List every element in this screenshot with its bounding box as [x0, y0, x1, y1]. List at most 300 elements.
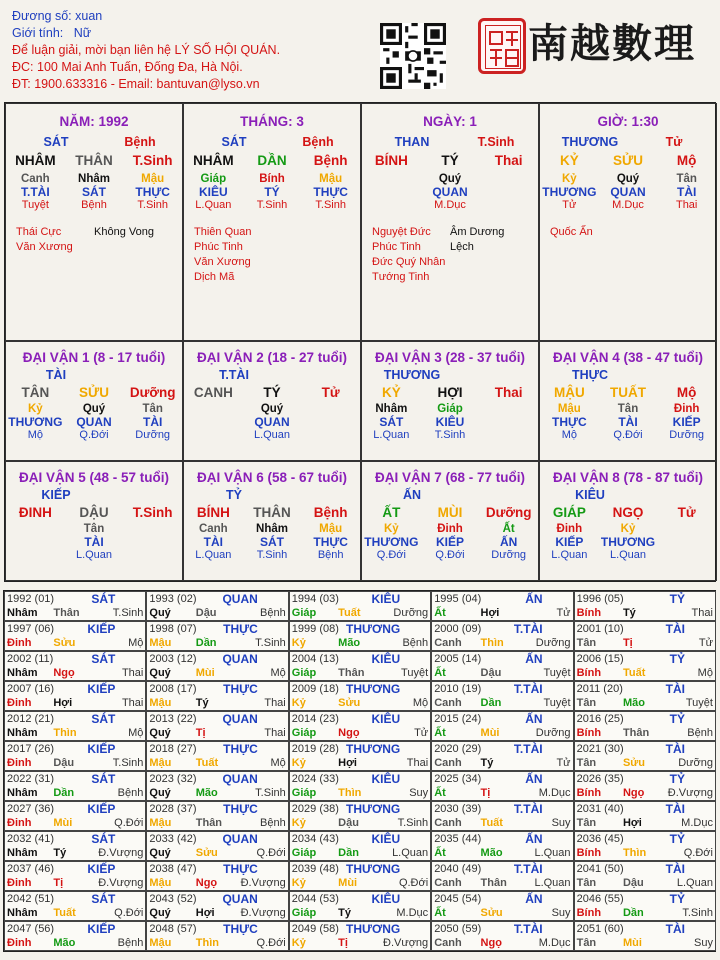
pillar-text: QUAN — [610, 185, 646, 199]
pillar-text: T.Sinh — [256, 199, 288, 211]
pillar-text: Bệnh — [81, 199, 107, 211]
year-ten-god: THỰC — [223, 802, 258, 816]
year-label: 2040 (49) — [434, 863, 482, 875]
year-branch: Mão — [480, 847, 503, 859]
pillar-text: Canh — [20, 173, 50, 185]
year-stage: L.Quan — [534, 847, 571, 859]
pillar-text: L.Quan — [373, 429, 410, 441]
year-stem-branch — [292, 937, 428, 949]
year-label: 2005 (14) — [434, 653, 482, 665]
year-cell — [431, 921, 573, 951]
year-branch: Dậu — [338, 817, 359, 829]
year-cell — [574, 591, 716, 621]
year-stem: Kỷ — [291, 877, 306, 889]
pillar-text: BÍNH — [374, 153, 408, 168]
pillar-text — [362, 185, 421, 199]
year-stem: Quý — [149, 907, 171, 919]
year-cell — [146, 891, 288, 921]
year-stem: Kỷ — [291, 757, 306, 769]
year-cell — [574, 771, 716, 801]
year-ten-god: ẤN — [525, 592, 543, 606]
year-branch: Sửu — [338, 697, 361, 709]
year-stem: Kỷ — [291, 697, 306, 709]
pillar-text: QUAN — [76, 415, 112, 429]
pillar-text: TÀI — [45, 368, 67, 382]
pillar-text — [362, 199, 421, 211]
year-label: 1994 (03) — [291, 593, 339, 605]
pillar-text: Dưỡng — [135, 429, 171, 441]
stage-row — [540, 199, 716, 211]
year-label: 2048 (57) — [149, 923, 197, 935]
pillar-text: Giáp — [200, 173, 227, 185]
year-stage: L.Quan — [676, 877, 713, 889]
year-stem-branch — [577, 637, 713, 649]
hidden-stems-row — [540, 523, 716, 535]
hidden-stems-row — [362, 403, 538, 415]
stage-row — [184, 549, 360, 561]
year-branch: Hợi — [195, 907, 215, 919]
year-stage: Bệnh — [117, 787, 144, 799]
pillar-text: Tử — [677, 505, 696, 520]
year-cell — [146, 591, 288, 621]
hidden-stems-row — [6, 403, 182, 415]
year-stem-branch — [577, 607, 713, 619]
pillar-text: THÂN — [75, 153, 113, 168]
year-cell — [574, 711, 716, 741]
ten-god-row — [184, 368, 360, 382]
year-label: 2041 (50) — [576, 863, 624, 875]
star-item: Không Vong — [94, 226, 154, 238]
year-ten-god: QUAN — [222, 712, 258, 726]
year-ten-god: ẤN — [525, 712, 543, 726]
pillar-text: Tử — [562, 199, 577, 211]
hidden-stems-row — [6, 523, 182, 535]
year-stage: Bệnh — [260, 607, 286, 619]
year-ten-god: TỶ — [669, 712, 685, 726]
year-stem: Ất — [434, 787, 446, 799]
pillar-text — [657, 549, 716, 561]
pillar-chart — [4, 102, 716, 582]
year-cell — [431, 771, 573, 801]
year-branch: Tuất — [622, 667, 646, 679]
pillar-text: T.Sinh — [477, 135, 515, 149]
year-ten-god: THỰC — [223, 682, 258, 696]
pillar-text: TÝ — [441, 153, 459, 168]
pillar-text — [362, 173, 421, 185]
year-label: 2019 (28) — [291, 743, 339, 755]
year-branch: Ngọ — [622, 787, 645, 799]
year-label: 2037 (46) — [7, 863, 55, 875]
phone-email: ĐT: 1900.633316 - Email: bantuvan@lyso.vn — [12, 77, 260, 91]
year-ten-god: THƯƠNG — [346, 622, 401, 636]
year-stem: Giáp — [291, 847, 317, 859]
year-stem-branch — [577, 907, 713, 919]
year-cell — [289, 801, 431, 831]
pillar-text: KIẾP — [436, 535, 465, 549]
pillar-text: THƯƠNG — [600, 535, 656, 549]
hidden-gods-row — [184, 535, 360, 549]
pillar-text — [479, 185, 538, 199]
hidden-gods-row — [6, 185, 182, 199]
pillar-text: SÁT — [260, 535, 284, 549]
year-stem: Nhâm — [7, 607, 38, 619]
year-cell — [4, 681, 146, 711]
year-stem-branch — [577, 937, 713, 949]
year-cell — [574, 921, 716, 951]
year-stem: Giáp — [291, 727, 317, 739]
year-label: 2007 (16) — [7, 683, 55, 695]
year-stem: Giáp — [291, 667, 317, 679]
year-stem-branch — [434, 637, 570, 649]
pillar-text: THỰC — [313, 185, 348, 199]
pillar-text — [6, 549, 65, 561]
pillar-text: THƯƠNG — [364, 535, 419, 549]
year-label: 2027 (36) — [7, 803, 55, 815]
year-branch: Mão — [622, 697, 645, 709]
year-ten-god: THƯƠNG — [346, 862, 401, 876]
pillar-text: Đinh — [673, 403, 700, 415]
year-branch: Sửu — [480, 907, 503, 919]
ten-god-row — [184, 488, 360, 502]
hidden-gods-row — [362, 535, 538, 549]
pillar-text — [632, 368, 716, 382]
year-branch: Mùi — [195, 667, 215, 679]
year-cell — [431, 891, 573, 921]
year-ten-god: TÀI — [665, 802, 685, 816]
year-stage: Thai — [406, 757, 429, 769]
year-branch: Hợi — [480, 607, 500, 619]
year-stem: Bính — [576, 907, 602, 919]
year-label: 2025 (34) — [434, 773, 482, 785]
stage-row — [362, 549, 538, 561]
year-ten-god: THỰC — [223, 622, 258, 636]
hidden-gods-row — [362, 415, 538, 429]
pillar-text: Q.Đới — [79, 429, 109, 441]
year-branch: Thìn — [622, 847, 647, 859]
pillar-text: L.Quan — [609, 549, 647, 561]
pillar-text: THỰC — [571, 368, 609, 382]
year-ten-god: TỶ — [669, 832, 685, 846]
pillar-text: Q.Đới — [435, 549, 465, 561]
year-stem: Bính — [576, 787, 602, 799]
year-label: 2050 (59) — [434, 923, 482, 935]
cell-title: ĐẠI VẬN 3 (28 - 37 tuổi) — [374, 350, 526, 365]
hidden-stems-row — [362, 523, 538, 535]
year-stem: Giáp — [291, 907, 317, 919]
year-branch: Thìn — [480, 637, 504, 649]
year-label: 2024 (33) — [291, 773, 339, 785]
stage-row — [540, 549, 716, 561]
year-cell — [4, 591, 146, 621]
hidden-gods-row — [184, 415, 360, 429]
pillar-text: Tuyệt — [21, 199, 49, 211]
year-stage: T.Sinh — [112, 607, 144, 619]
year-label: 2010 (19) — [434, 683, 482, 695]
pillar-text: TUẤT — [610, 385, 646, 400]
year-stem: Kỷ — [291, 817, 306, 829]
pillar-text: Canh — [198, 523, 228, 535]
year-label: 2036 (45) — [576, 833, 624, 845]
year-label: 2034 (43) — [291, 833, 339, 845]
pillar-text: Dưỡng — [129, 385, 176, 400]
pillar-text: THƯƠNG — [383, 368, 441, 382]
year-branch: Sửu — [622, 757, 645, 769]
year-stage: Bệnh — [117, 937, 144, 949]
year-cell — [4, 621, 146, 651]
cell-title: ĐẠI VẬN 6 (58 - 67 tuổi) — [196, 470, 348, 485]
pillar-text: Mậu — [557, 403, 581, 415]
pillar-text: L.Quan — [195, 549, 232, 561]
year-ten-god: SÁT — [91, 772, 116, 786]
year-ten-god: KIẾP — [87, 862, 116, 876]
cell-title: ĐẠI VẬN 4 (38 - 47 tuổi) — [552, 350, 704, 365]
year-stage: Suy — [551, 907, 571, 919]
hidden-gods-row — [184, 185, 360, 199]
year-stage: Mộ — [270, 667, 286, 679]
year-stem: Ất — [434, 727, 446, 739]
pillar-text: Dưỡng — [491, 549, 527, 561]
pillar-text: Quý — [616, 173, 640, 185]
year-cell — [146, 741, 288, 771]
pillar-text — [301, 403, 360, 415]
pillar-text: ẤN — [402, 488, 422, 502]
year-stage: Tuyệt — [543, 697, 571, 709]
pillar-text: THỰC — [552, 415, 587, 429]
pillar-text — [632, 488, 716, 502]
pillar-text: QUAN — [254, 415, 290, 429]
year-label: 2047 (56) — [7, 923, 55, 935]
year-stem: Đinh — [7, 817, 32, 829]
year-stage: Dưỡng — [393, 607, 429, 619]
pillar-text: DẦN — [257, 153, 287, 168]
year-stem: Tân — [576, 937, 597, 949]
year-branch: Hợi — [338, 757, 357, 769]
year-stem: Mậu — [149, 697, 172, 709]
year-stage: T.Sinh — [682, 907, 713, 919]
year-stage: Tuyệt — [685, 697, 713, 709]
pillar-text: TỶ — [226, 488, 242, 502]
year-cell — [289, 861, 431, 891]
year-ten-god: KIẾP — [87, 742, 116, 756]
pillar-text: THỰC — [313, 535, 348, 549]
dai-van-cell — [361, 461, 539, 581]
year-stem-branch — [577, 877, 713, 889]
year-stem: Bính — [576, 667, 602, 679]
year-label: 1997 (06) — [7, 623, 55, 635]
stage-row — [540, 429, 716, 441]
year-label: 2033 (42) — [149, 833, 197, 845]
year-label: 2016 (25) — [576, 713, 624, 725]
year-label: 1993 (02) — [149, 593, 197, 605]
year-stem: Mậu — [149, 937, 172, 949]
year-cell — [289, 921, 431, 951]
hidden-gods-row — [540, 185, 716, 199]
year-stem: Đinh — [7, 757, 32, 769]
year-ten-god: ẤN — [525, 652, 543, 666]
year-stage: M.Dục — [538, 787, 571, 799]
pillar-text — [479, 173, 538, 185]
pillar-text: ĐINH — [18, 505, 52, 520]
year-ten-god: THƯƠNG — [346, 922, 401, 936]
year-label: 1999 (08) — [291, 623, 339, 635]
pillar-text: KIẾP — [41, 488, 71, 502]
year-ten-god: KIÊU — [371, 892, 401, 906]
year-label: 2028 (37) — [149, 803, 197, 815]
year-stem: Mậu — [149, 817, 172, 829]
pillar-text: Tân — [676, 173, 697, 185]
pillar-text — [301, 429, 360, 441]
ten-god-row — [540, 368, 716, 382]
year-ten-god: SÁT — [91, 832, 116, 846]
dai-van-cell — [361, 341, 539, 461]
year-stem-branch — [7, 907, 143, 919]
year-ten-god: KIẾP — [87, 682, 116, 696]
year-stem: Ất — [434, 847, 446, 859]
hidden-stems-row — [184, 173, 360, 185]
pillar-text: THÂN — [253, 505, 291, 520]
year-ten-god: SÁT — [91, 892, 116, 906]
year-cell — [431, 801, 573, 831]
year-label: 2049 (58) — [291, 923, 339, 935]
year-ten-god: TÀI — [665, 622, 685, 636]
year-stage: Q.Đới — [398, 877, 429, 889]
year-stem-branch — [149, 817, 285, 829]
year-cell — [4, 801, 146, 831]
year-ten-god: QUAN — [222, 772, 258, 786]
year-stem: Ất — [434, 907, 446, 919]
star-item: Phúc Tinh — [194, 241, 243, 253]
year-ten-god: SÁT — [91, 652, 116, 666]
year-stage: Đ.Vượng — [240, 877, 286, 889]
year-branch: Tý — [480, 757, 494, 769]
pillar-text: T.Sinh — [132, 505, 173, 520]
year-stem: Nhâm — [7, 667, 38, 679]
year-branch: Tị — [338, 937, 348, 949]
dai-van-cell — [5, 341, 183, 461]
year-stage: Tuyệt — [543, 667, 571, 679]
pillar-text: TÝ — [264, 185, 280, 199]
star-item: Thiên Quan — [194, 226, 252, 238]
star-item: Tướng Tinh — [372, 271, 430, 283]
year-cell — [4, 771, 146, 801]
year-cell — [574, 831, 716, 861]
year-ten-god: THƯƠNG — [346, 742, 401, 756]
year-stem-branch — [434, 907, 570, 919]
year-branch: Dần — [622, 907, 644, 919]
year-stem-branch — [577, 667, 713, 679]
year-branch: Mão — [195, 787, 218, 799]
hidden-gods-row — [540, 415, 716, 429]
year-cell — [289, 621, 431, 651]
year-branch: Tị — [480, 787, 491, 799]
year-branch: Dần — [480, 697, 502, 709]
ten-god-row — [6, 488, 182, 502]
stem-branch-row — [540, 153, 716, 168]
pillar-text: KỶ — [559, 153, 579, 168]
pillar-text: L.Quan — [195, 199, 232, 211]
pillar-text: Quý — [82, 403, 106, 415]
year-branch: Mùi — [622, 937, 642, 949]
pillar-text: T.Sinh — [256, 549, 288, 561]
year-stem-branch — [292, 847, 428, 859]
year-stem: Tân — [576, 817, 597, 829]
year-label: 2006 (15) — [576, 653, 624, 665]
year-stage: Dưỡng — [535, 637, 571, 649]
pillar-text: KIÊU — [199, 185, 228, 199]
pillar-text: QUAN — [432, 185, 468, 199]
year-stage: Mộ — [697, 667, 713, 679]
pillar-text: Bính — [259, 173, 285, 185]
year-ten-god: KIẾP — [87, 622, 116, 636]
year-branch: Tị — [622, 637, 633, 649]
year-label: 2001 (10) — [576, 623, 624, 635]
stem-branch-row — [184, 505, 360, 520]
pillar-text: T.Sinh — [315, 199, 346, 211]
year-stage: Bệnh — [687, 727, 713, 739]
pillar-text: L.Quan — [75, 549, 113, 561]
year-stage: Q.Đới — [114, 907, 144, 919]
year-stem: Canh — [434, 637, 462, 649]
address: ĐC: 100 Mai Anh Tuấn, Đống Đa, Hà Nội. — [12, 60, 243, 74]
year-stem: Quý — [149, 727, 171, 739]
stage-row — [6, 549, 182, 561]
pillar-text: Bệnh — [302, 135, 334, 149]
year-stem: Ất — [434, 607, 446, 619]
year-stem: Tân — [576, 697, 597, 709]
year-stem: Quý — [149, 667, 171, 679]
year-stage: Dưỡng — [678, 757, 713, 769]
year-cell — [431, 681, 573, 711]
cell-title: NĂM: 1992 — [59, 114, 129, 129]
pillar-text: Đinh — [437, 523, 463, 535]
star-item: Dịch Mã — [194, 271, 235, 283]
year-label: 2043 (52) — [149, 893, 197, 905]
year-stem-branch — [292, 697, 428, 709]
year-stem-branch — [149, 727, 285, 739]
pillar-text: Tân — [617, 403, 639, 415]
ten-god-row — [362, 368, 538, 382]
year-stem-branch — [149, 637, 285, 649]
year-stem-branch — [7, 667, 143, 679]
year-stem-branch — [7, 727, 143, 739]
pillar-text: NHÂM — [15, 153, 56, 168]
year-stem: Đinh — [7, 697, 32, 709]
year-cell — [146, 711, 288, 741]
year-stem: Tân — [576, 757, 597, 769]
year-cell — [574, 891, 716, 921]
year-cell — [574, 681, 716, 711]
year-stem: Nhâm — [7, 727, 38, 739]
year-stage: Bệnh — [260, 817, 286, 829]
year-stage: Thai — [264, 727, 286, 739]
pillar-text — [276, 368, 360, 382]
pillar-text: SÁT — [379, 415, 404, 429]
stage-row — [362, 429, 538, 441]
year-cell — [431, 651, 573, 681]
pillar-text: Quý — [260, 403, 284, 415]
year-cell — [4, 741, 146, 771]
ten-god-row — [362, 135, 538, 149]
dai-van-cell — [183, 461, 361, 581]
year-cell — [146, 801, 288, 831]
year-branch: Sửu — [195, 847, 218, 859]
year-stage: Tử — [414, 727, 429, 739]
year-stage: Thai — [264, 697, 286, 709]
year-stem-branch — [7, 637, 143, 649]
year-stem: Quý — [149, 607, 171, 619]
seal-stamp-icon — [478, 18, 526, 74]
year-label: 2014 (23) — [291, 713, 339, 725]
